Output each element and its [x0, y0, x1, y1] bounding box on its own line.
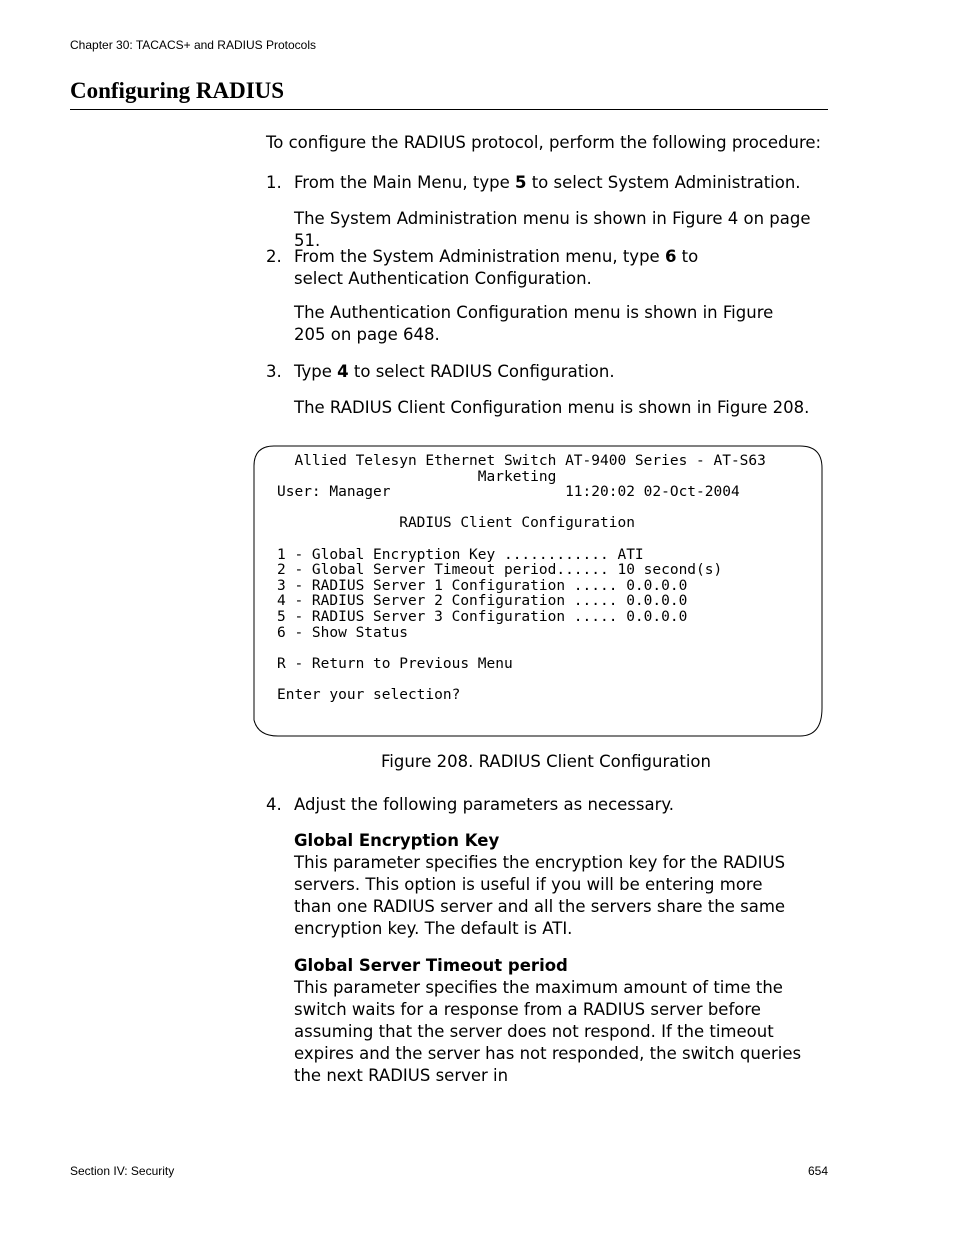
step-number: 1. — [266, 173, 282, 192]
step-key: 6 — [664, 247, 677, 266]
terminal-line: RADIUS Client Configuration — [277, 515, 635, 532]
step-text: Adjust the following parameters as necessary. — [294, 795, 675, 814]
param-global-server-timeout — [294, 955, 804, 1087]
step-number: 4. — [266, 795, 282, 814]
param-title: Global Server Timeout period — [294, 956, 568, 975]
step-key: 4 — [337, 362, 349, 381]
step-1-note: The System Administration menu is shown in Figure 4 on page 51. — [294, 209, 811, 250]
param-description: This parameter specifies the maximum amount of time the switch waits for a response from a RADIUS server before assuming that the server does not respond. If the timeout expires and the server has not responded, the switch queries the next RADIUS server in — [294, 978, 802, 1085]
terminal-line: R - Return to Previous Menu — [277, 655, 513, 672]
terminal-line — [277, 501, 766, 517]
running-header: Chapter 30: TACACS+ and RADIUS Protocols — [70, 38, 316, 52]
step-text: From the Main Menu, type 5 to select System Administration. — [294, 173, 801, 192]
param-title: Global Encryption Key — [294, 831, 500, 850]
terminal-line: Enter your selection? — [277, 686, 461, 703]
terminal-line: 6 - Show Status — [277, 624, 408, 641]
terminal-line: 4 - RADIUS Server 2 Configuration ..... 0.0.0.0 — [277, 593, 688, 610]
step-2-note: The Authentication Configuration menu is shown in Figure 205 on page 648. — [294, 303, 774, 344]
param-global-encryption-key — [294, 830, 804, 940]
terminal-line — [277, 672, 766, 688]
step-text: Type 4 to select RADIUS Configuration. — [294, 362, 615, 381]
terminal-line: 2 - Global Server Timeout period...... 10 second(s) — [277, 562, 723, 579]
step-key: 5 — [514, 173, 527, 192]
terminal-line: Marketing — [277, 468, 557, 485]
intro-paragraph: To configure the RADIUS protocol, perform the following procedure: — [266, 133, 822, 152]
figure-caption: Figure 208. RADIUS Client Configuration — [381, 752, 711, 771]
terminal-line: User: Manager 11:20:02 02-Oct-2004 — [277, 484, 740, 501]
terminal-line — [277, 532, 766, 548]
step-number: 3. — [266, 362, 282, 381]
terminal-line: 5 - RADIUS Server 3 Configuration ..... 0.0.0.0 — [277, 608, 688, 625]
section-title: Configuring RADIUS — [70, 78, 285, 103]
step-number: 2. — [266, 247, 282, 266]
footer-section: Section IV: Security — [70, 1164, 175, 1178]
footer-page-number: 654 — [807, 1164, 828, 1178]
terminal-screen — [277, 454, 766, 704]
terminal-line — [277, 641, 766, 657]
title-rule — [70, 109, 828, 110]
param-description: This parameter specifies the encryption key for the RADIUS servers. This option is useful if you will be entering more than one RADIUS server and all the servers share the same encryption key. The default is ATI. — [294, 853, 786, 938]
step-3-note: The RADIUS Client Configuration menu is shown in Figure 208. — [294, 398, 810, 417]
terminal-line: 3 - RADIUS Server 1 Configuration ..... 0.0.0.0 — [277, 577, 688, 594]
terminal-line: 1 - Global Encryption Key ............ ATI — [277, 546, 644, 563]
terminal-line: Allied Telesyn Ethernet Switch AT-9400 Series - AT-S63 — [277, 453, 766, 469]
step-text: From the System Administration menu, type 6 to select Authentication Configuration. — [294, 247, 699, 288]
